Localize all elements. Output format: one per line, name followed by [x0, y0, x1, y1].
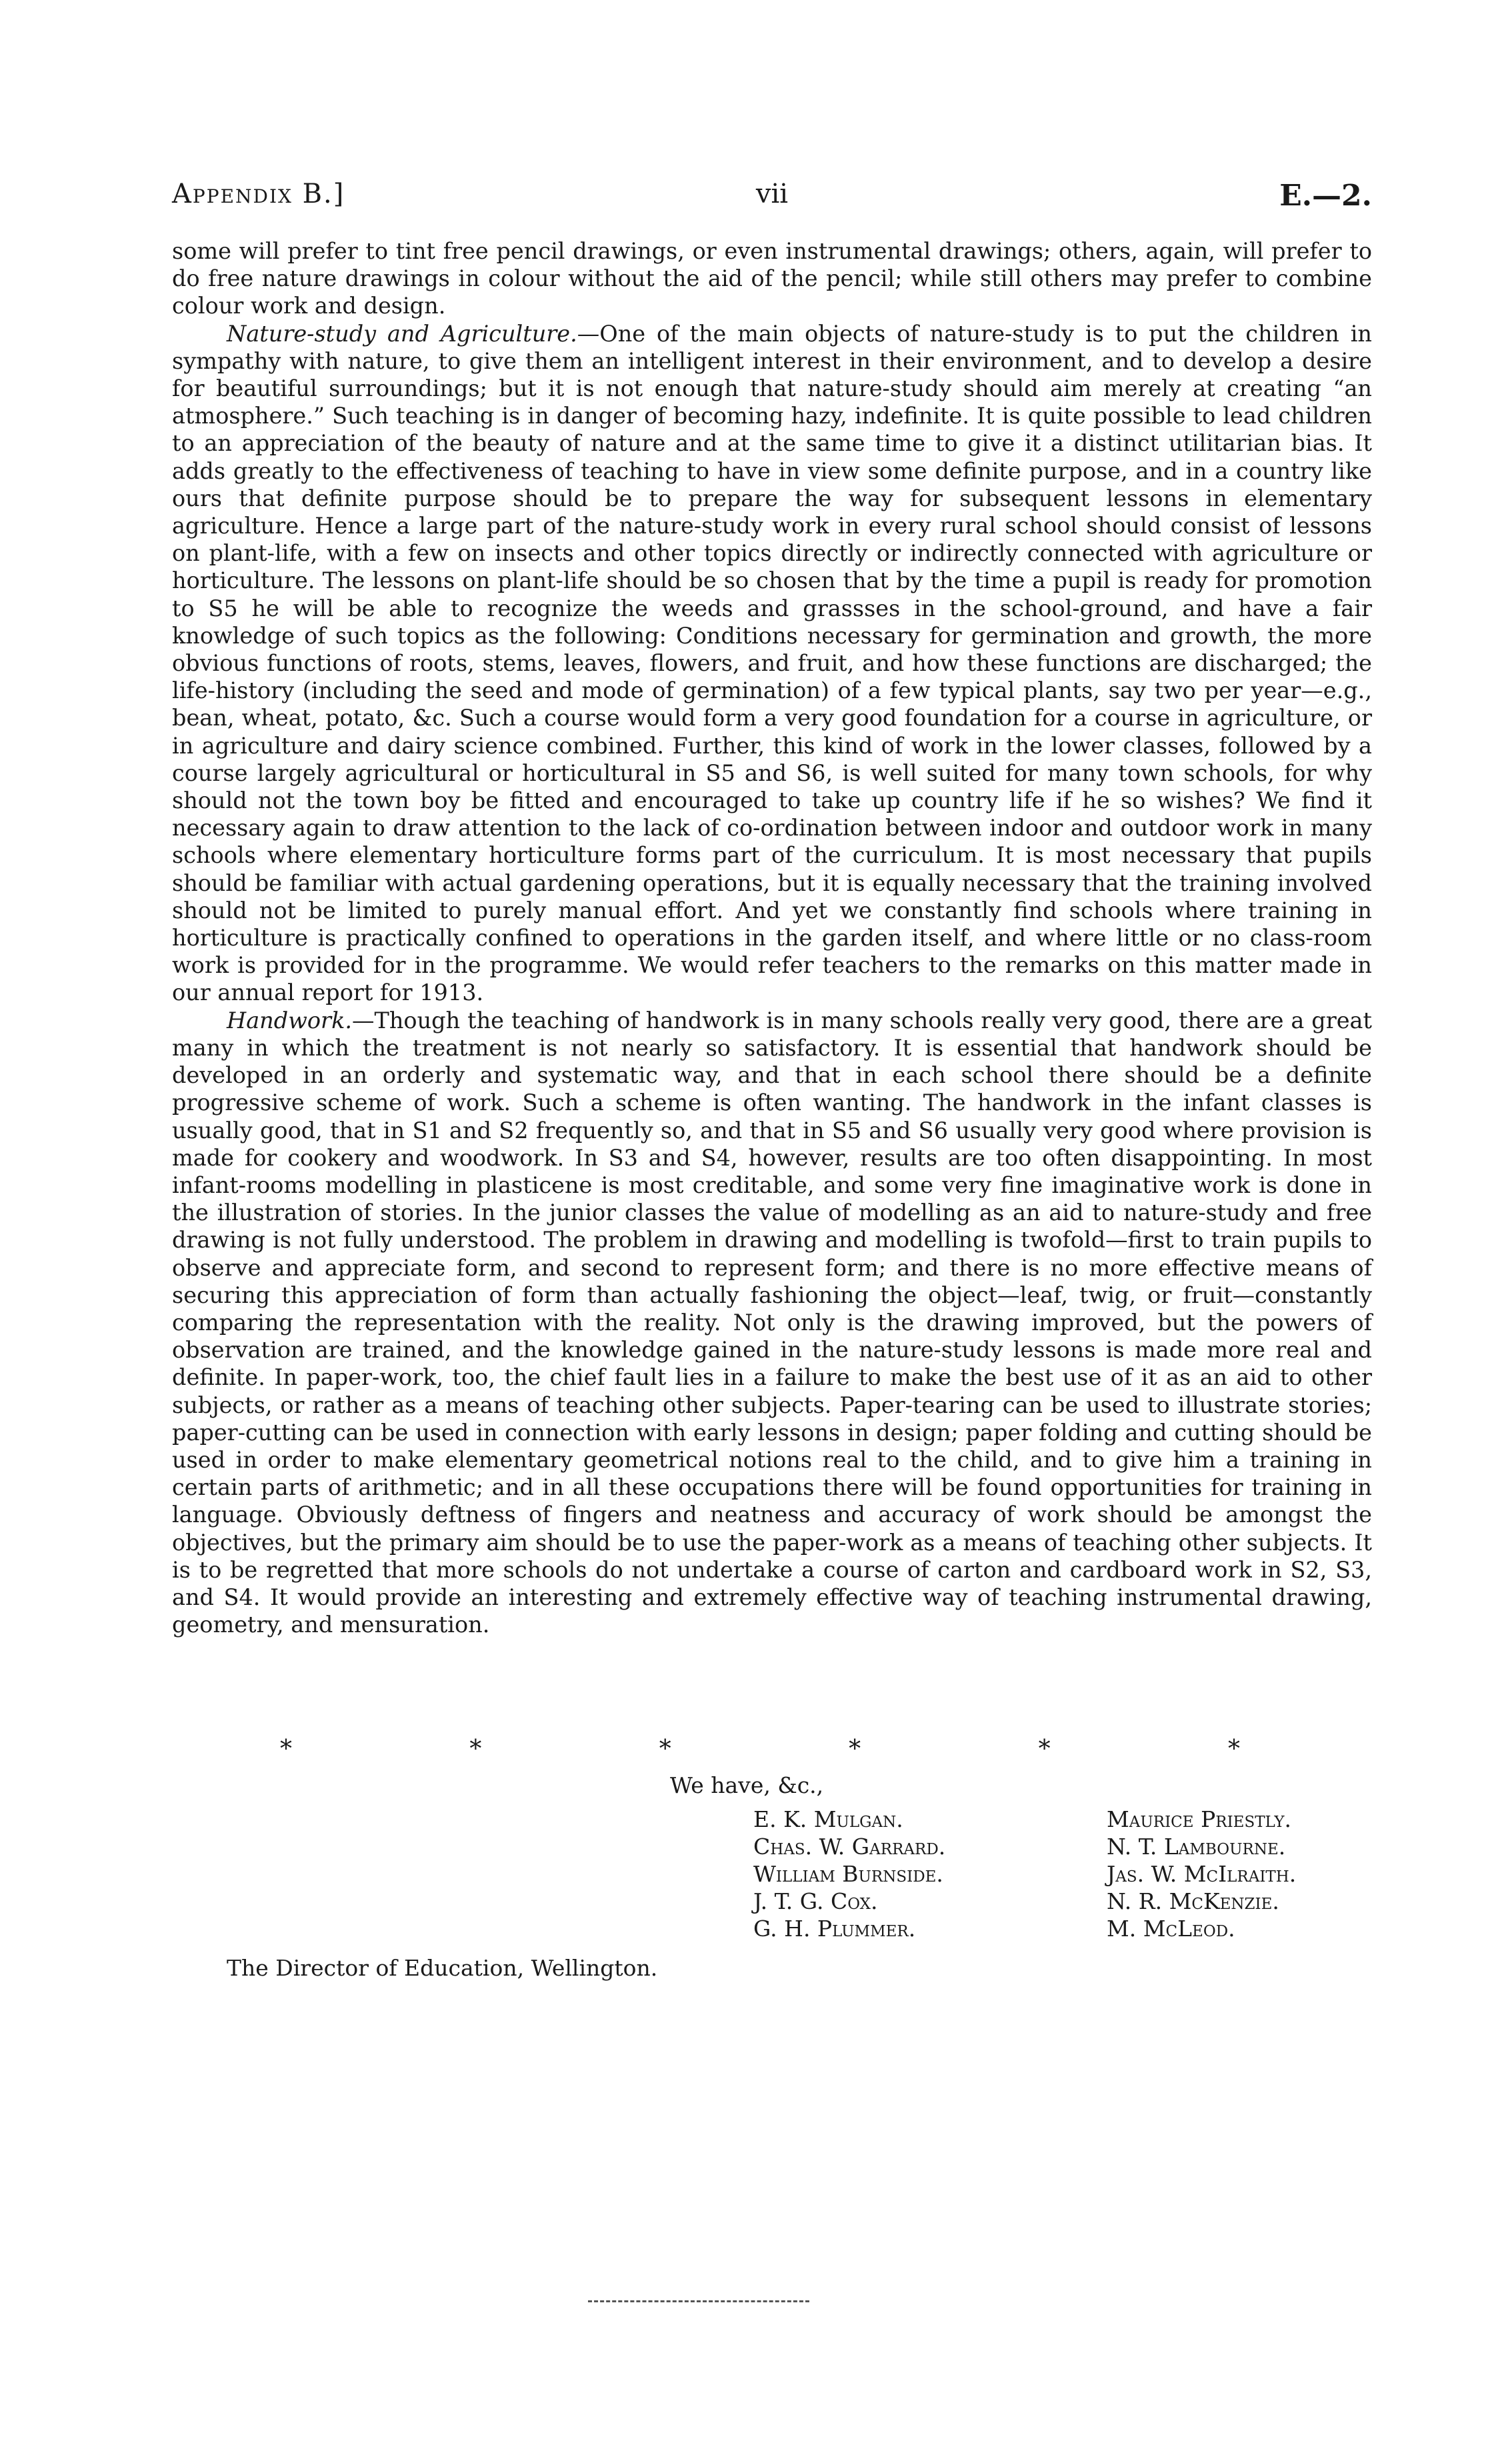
asterisk: * [280, 1736, 292, 1763]
asterisk: * [1227, 1736, 1240, 1763]
signoff: We have, &c., [670, 1772, 824, 1798]
paragraph-nature-study [172, 320, 1372, 1007]
signatory: G. H. Plummer. [753, 1916, 916, 1942]
signatory: E. K. Mulgan. [753, 1806, 903, 1832]
signatures-right-column [1107, 1806, 1393, 1942]
section-break-asterisks [280, 1736, 1240, 1763]
closing-rule [588, 2300, 809, 2302]
document-code: E.—2. [1279, 179, 1372, 213]
paragraph-text: some will prefer to tint free pencil drawings, or even instrumental drawings; others, again, will prefer to do free nature drawings in colour without the aid of the pencil; while still others may prefer to combine colour work and design. [172, 238, 1372, 319]
paragraph-handwork [172, 1007, 1372, 1639]
page-number: vii [755, 179, 789, 209]
page-header [172, 179, 1372, 219]
asterisk: * [659, 1736, 671, 1763]
addressee: The Director of Education, Wellington. [227, 1955, 658, 1981]
signatory: M. McLeod. [1107, 1916, 1235, 1942]
signatory: Jas. W. McIlraith. [1107, 1861, 1297, 1887]
paragraph-heading: Nature-study and Agriculture. [227, 320, 577, 347]
asterisk: * [1038, 1736, 1051, 1763]
signatory: Chas. W. Garrard. [753, 1834, 946, 1860]
appendix-label: Appendix B.] [172, 179, 345, 209]
asterisk: * [469, 1736, 482, 1763]
paragraph-text: —Though the teaching of handwork is in many schools really very good, there are a great many in which the treatment is not nearly so satisfactory. It is essential that handwork should be developed in an orderly and systematic way, and that in each school there should be a definite progressive scheme of work. Such a scheme is often wanting. The handwork in the infant classes is usually good, that in S1 and S2 frequently so, and that in S5 and S6 usually very good where provision is made for cookery and woodwork. In S3 and S4, however, results are too often disappointing. In most infant-rooms modelling in plasticene is most creditable, and some very fine imaginative work is done in the illustration of stories. In the junior classes the value of modelling as an aid to nature-study and free drawing is not fully understood. The problem in drawing and modelling is twofold—first to train pupils to observe and appreciate form, and second to represent form; and there is no more effective means of securing this appreciation of form than actually fashioning the object—leaf, twig, or fruit—constantly comparing the representation with the reality. Not only is the drawing improved, but the powers of observation are trained, and the knowledge gained in the nature-study lessons is made more real and definite. In paper-work, too, the chief fault lies in a failure to make the best use of it as an aid to other subjects, or rather as a means of teaching other subjects. Paper-tearing can be used to illustrate stories; paper-cutting can be used in connection with early lessons in design; paper folding and cutting should be used in order to make elementary geometrical notions real to the child, and to give him a training in certain parts of arithmetic; and in all these occupations there will be found opportunities for training in language. Obviously deftness of fingers and neatness and accuracy of work should be amongst the objectives, but the primary aim should be to use the paper-work as a means of teaching other subjects. It is to be regretted that more schools do not undertake a course of carton and cardboard work in S2, S3, and S4. It would provide an interesting and extremely effective way of teaching instrumental drawing, geometry, and mensuration. [172, 1007, 1372, 1638]
asterisk: * [849, 1736, 861, 1763]
signatures-left-column [753, 1806, 945, 1942]
paragraph-text: —One of the main objects of nature-study is to put the children in sympathy with nature, to give them an intelligent interest in their environment, and to develop a desire for beautiful surroundings; but it is not enough that nature-study should aim merely at creating “an atmosphere.” Such teaching is in danger of becoming hazy, indefinite. It is quite possible to lead children to an appreciation of the beauty of nature and at the same time to give it a distinct utilitarian bias. It adds greatly to the effectiveness of teaching to have in view some definite purpose, and in a country like ours that definite purpose should be to prepare the way for subsequent lessons in elementary agriculture. Hence a large part of the nature-study work in every rural school should consist of lessons on plant-life, with a few on insects and other topics directly or indirectly connected with agriculture or horticulture. The lessons on plant-life should be so chosen that by the time a pupil is ready for promotion to S5 he will be able to recognize the weeds and grassses in the school-ground, and have a fair knowledge of such topics as the following: Conditions necessary for germination and growth, the more obvious functions of roots, stems, leaves, flowers, and fruit, and how these functions are discharged; the life-history (including the seed and mode of germination) of a few typical plants, say two per year—e.g., bean, wheat, potato, &c. Such a course would form a very good foundation for a course in agriculture, or in agriculture and dairy science combined. Further, this kind of work in the lower classes, followed by a course largely agricultural or horticultural in S5 and S6, is well suited for many town schools, for why should not the town boy be fitted and encouraged to take up country life if he so wishes? We find it necessary again to draw attention to the lack of co-ordination between indoor and outdoor work in many schools where elementary horticulture forms part of the curriculum. It is most necessary that pupils should be familiar with actual gardening operations, but it is equally necessary that the training involved should not be limited to purely manual effort. And yet we constantly find schools where training in horticulture is practically confined to operations in the garden itself, and where little or no class-room work is provided for in the programme. We would refer teachers to the remarks on this matter made in our annual report for 1913. [172, 320, 1372, 1006]
signatory: N. T. Lambourne. [1107, 1834, 1286, 1860]
signatory: J. T. G. Cox. [753, 1888, 878, 1914]
paragraph-heading: Handwork. [227, 1007, 353, 1033]
report-body [172, 237, 1372, 1638]
signatory: N. R. McKenzie. [1107, 1888, 1279, 1914]
paragraph-continuation [172, 237, 1372, 320]
signatory: Maurice Priestly. [1107, 1806, 1292, 1832]
signatory: William Burnside. [753, 1861, 943, 1887]
signatures-block [753, 1806, 1393, 1942]
